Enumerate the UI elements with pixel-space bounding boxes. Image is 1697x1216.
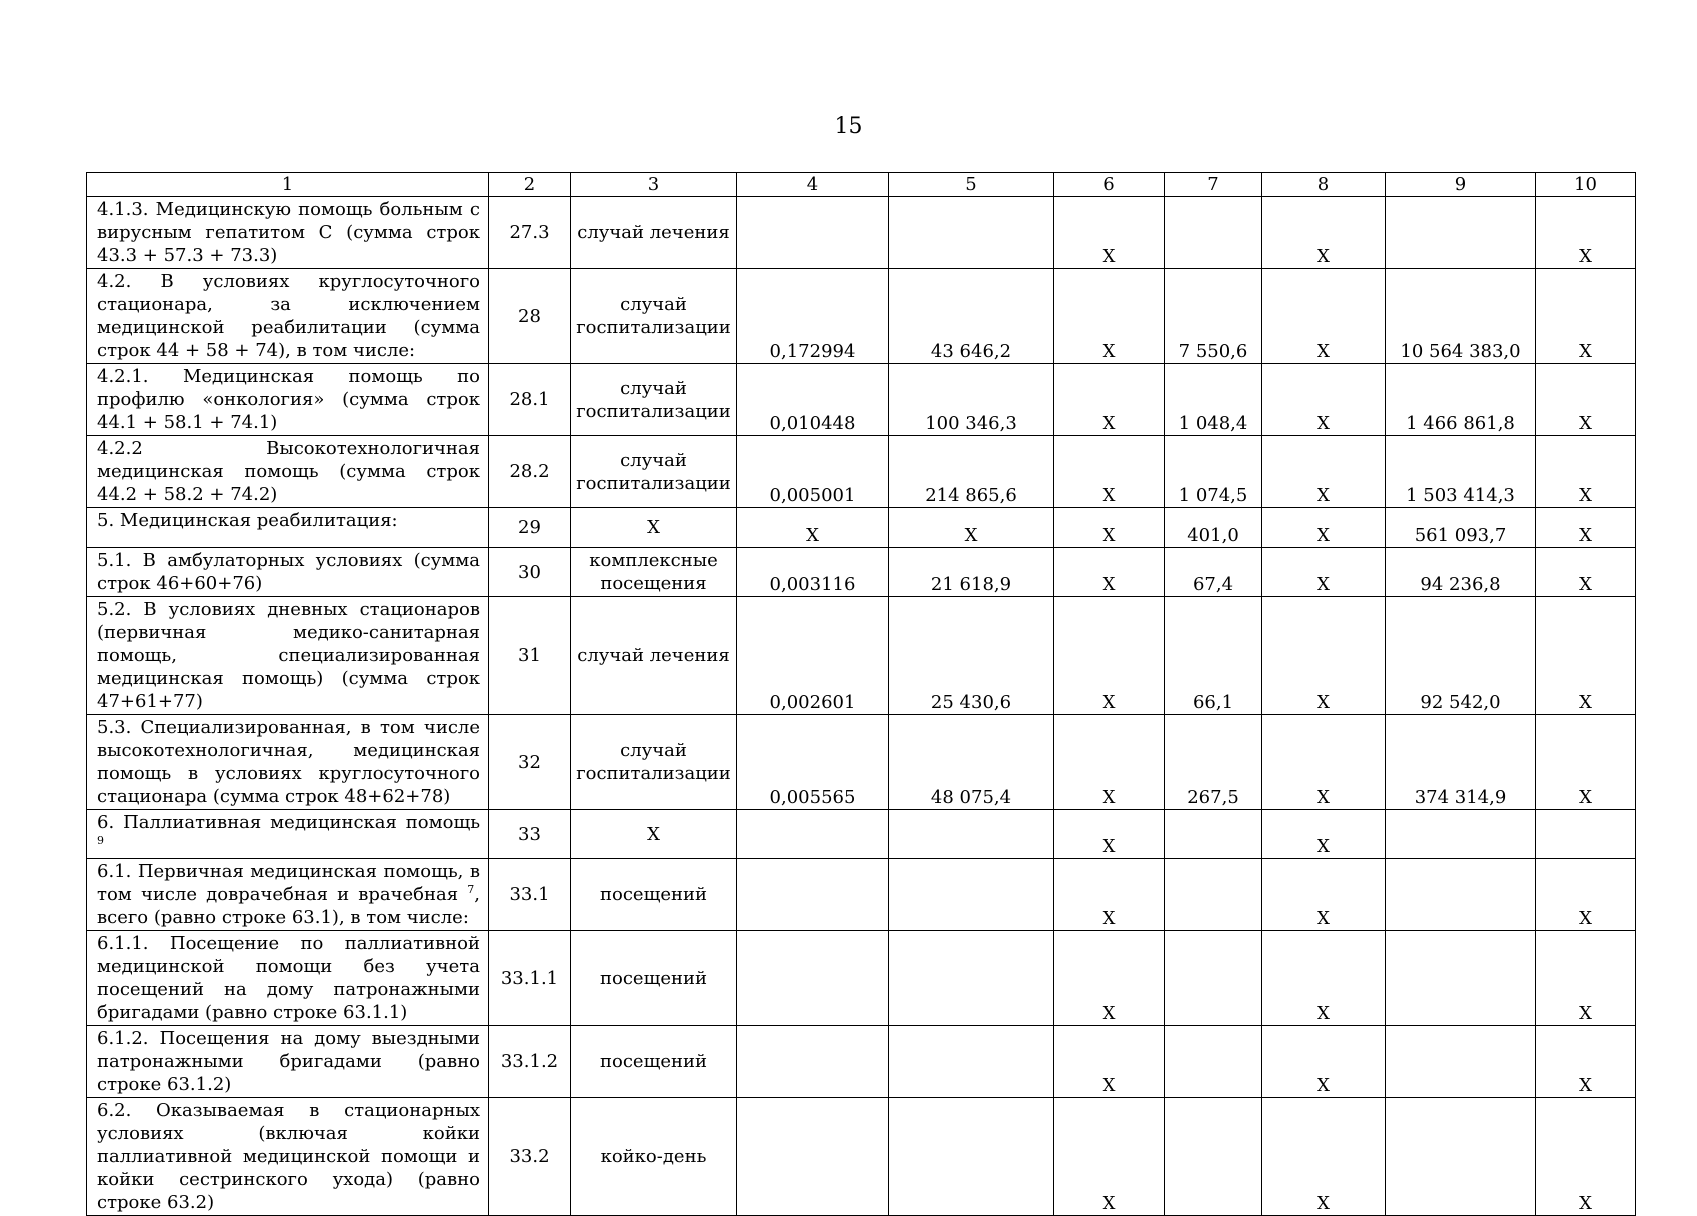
value-cell: Х (1536, 436, 1636, 508)
value-cell: 7 550,6 (1165, 269, 1262, 364)
table-row (87, 810, 1636, 859)
value-cell: Х (1054, 810, 1165, 859)
value-cell: 1 466 861,8 (1386, 364, 1536, 436)
unit-cell: случай госпитализации (571, 715, 737, 810)
value-cell (1386, 197, 1536, 269)
row-description (87, 715, 489, 810)
value-cell: Х (1054, 715, 1165, 810)
value-cell (1386, 1026, 1536, 1098)
row-number: 28 (489, 269, 571, 364)
value-cell: Х (1536, 715, 1636, 810)
column-header: 10 (1536, 173, 1636, 197)
table-row (87, 548, 1636, 597)
table-row (87, 197, 1636, 269)
table-row (87, 364, 1636, 436)
row-description (87, 1026, 489, 1098)
row-description (87, 269, 489, 364)
column-header: 8 (1262, 173, 1386, 197)
row-description-text: 4.2. В условиях круглосуточного стационара, за исключением медицинской реабилитации (сумма строк 44 + 58 + 74), в том числе: (97, 271, 480, 361)
value-cell: Х (1536, 548, 1636, 597)
value-cell: Х (1536, 364, 1636, 436)
value-cell: 67,4 (1165, 548, 1262, 597)
table-header-row (87, 173, 1636, 197)
value-cell: Х (737, 508, 889, 548)
value-cell: Х (1262, 597, 1386, 715)
unit-cell: случай лечения (571, 597, 737, 715)
value-cell: Х (1262, 931, 1386, 1026)
value-cell: 0,172994 (737, 269, 889, 364)
value-cell: 21 618,9 (889, 548, 1054, 597)
value-cell: Х (1054, 548, 1165, 597)
table-row (87, 269, 1636, 364)
value-cell (737, 810, 889, 859)
value-cell: 0,010448 (737, 364, 889, 436)
table-row (87, 859, 1636, 931)
value-cell: Х (889, 508, 1054, 548)
value-cell (889, 931, 1054, 1026)
value-cell (889, 197, 1054, 269)
table-row (87, 1098, 1636, 1216)
row-description-text: 5.1. В амбулаторных условиях (сумма строк 46+60+76) (97, 550, 480, 594)
column-header: 1 (87, 173, 489, 197)
row-description-tail: , всего (равно строке 63.1), в том числе: (97, 884, 480, 928)
row-description (87, 1098, 489, 1216)
value-cell: 25 430,6 (889, 597, 1054, 715)
row-description (87, 810, 489, 859)
row-description-text: 4.2.2 Высокотехнологичная медицинская помощь (сумма строк 44.2 + 58.2 + 74.2) (97, 438, 480, 505)
value-cell (1165, 1026, 1262, 1098)
table-row (87, 1026, 1636, 1098)
column-header: 2 (489, 173, 571, 197)
value-cell: Х (1262, 859, 1386, 931)
row-description (87, 364, 489, 436)
value-cell (1165, 197, 1262, 269)
unit-cell: Х (571, 508, 737, 548)
unit-cell: комплексные посещения (571, 548, 737, 597)
value-cell: 48 075,4 (889, 715, 1054, 810)
row-description-text: 6.1. Первичная медицинская помощь, в том числе доврачебная и врачебная (97, 861, 480, 905)
unit-cell: случай госпитализации (571, 436, 737, 508)
column-header: 6 (1054, 173, 1165, 197)
row-description-text: 6.1.1. Посещение по паллиативной медицинской помощи без учета посещений на дому патронажными бригадами (равно строке 63.1.1) (97, 933, 480, 1023)
value-cell: 214 865,6 (889, 436, 1054, 508)
value-cell (1536, 810, 1636, 859)
row-description-text: 4.2.1. Медицинская помощь по профилю «онкология» (сумма строк 44.1 + 58.1 + 74.1) (97, 366, 480, 433)
value-cell: 92 542,0 (1386, 597, 1536, 715)
value-cell: Х (1054, 197, 1165, 269)
table-row (87, 508, 1636, 548)
value-cell: Х (1262, 197, 1386, 269)
row-description-text: 5. Медицинская реабилитация: (97, 510, 398, 531)
value-cell: 267,5 (1165, 715, 1262, 810)
row-description (87, 597, 489, 715)
table-row (87, 597, 1636, 715)
table-row (87, 715, 1636, 810)
value-cell (1165, 1098, 1262, 1216)
unit-cell: случай госпитализации (571, 269, 737, 364)
row-description-text: 5.2. В условиях дневных стационаров (первичная медико-санитарная помощь, специализированная медицинская помощь) (сумма строк 47+61+77) (97, 599, 480, 712)
row-description (87, 859, 489, 931)
value-cell: Х (1536, 597, 1636, 715)
value-cell: Х (1054, 508, 1165, 548)
value-cell (889, 1026, 1054, 1098)
value-cell: 0,005001 (737, 436, 889, 508)
value-cell (737, 859, 889, 931)
value-cell: Х (1536, 859, 1636, 931)
value-cell: Х (1054, 931, 1165, 1026)
value-cell: Х (1262, 364, 1386, 436)
table-row (87, 931, 1636, 1026)
column-header: 7 (1165, 173, 1262, 197)
value-cell: Х (1054, 1098, 1165, 1216)
value-cell (1386, 1098, 1536, 1216)
value-cell: Х (1054, 1026, 1165, 1098)
value-cell (1386, 810, 1536, 859)
value-cell (1165, 859, 1262, 931)
row-description (87, 548, 489, 597)
value-cell (1386, 859, 1536, 931)
value-cell (737, 931, 889, 1026)
column-header: 5 (889, 173, 1054, 197)
value-cell: Х (1262, 715, 1386, 810)
value-cell: Х (1262, 1098, 1386, 1216)
column-header: 9 (1386, 173, 1536, 197)
table-row (87, 436, 1636, 508)
value-cell: 100 346,3 (889, 364, 1054, 436)
value-cell: 94 236,8 (1386, 548, 1536, 597)
value-cell: Х (1262, 810, 1386, 859)
column-header: 3 (571, 173, 737, 197)
value-cell: Х (1536, 1098, 1636, 1216)
row-number: 33.1.2 (489, 1026, 571, 1098)
value-cell (1165, 931, 1262, 1026)
value-cell: 10 564 383,0 (1386, 269, 1536, 364)
page-number: 15 (834, 114, 863, 139)
value-cell: 0,005565 (737, 715, 889, 810)
value-cell (889, 859, 1054, 931)
value-cell: 1 503 414,3 (1386, 436, 1536, 508)
row-number: 29 (489, 508, 571, 548)
value-cell: Х (1054, 597, 1165, 715)
row-number: 27.3 (489, 197, 571, 269)
value-cell: Х (1054, 859, 1165, 931)
unit-cell: койко-день (571, 1098, 737, 1216)
footnote-ref: 9 (97, 834, 104, 847)
row-number: 33.2 (489, 1098, 571, 1216)
value-cell: Х (1054, 269, 1165, 364)
value-cell (889, 810, 1054, 859)
row-description (87, 197, 489, 269)
value-cell (737, 197, 889, 269)
value-cell (889, 1098, 1054, 1216)
value-cell: Х (1262, 436, 1386, 508)
value-cell (737, 1026, 889, 1098)
data-table (86, 172, 1636, 1216)
value-cell: Х (1536, 1026, 1636, 1098)
row-description (87, 436, 489, 508)
value-cell: 561 093,7 (1386, 508, 1536, 548)
value-cell: 1 074,5 (1165, 436, 1262, 508)
row-description-text: 6. Паллиативная медицинская помощь (97, 812, 480, 833)
unit-cell: посещений (571, 931, 737, 1026)
row-number: 32 (489, 715, 571, 810)
value-cell (737, 1098, 889, 1216)
unit-cell: посещений (571, 1026, 737, 1098)
value-cell: Х (1054, 364, 1165, 436)
row-number: 33 (489, 810, 571, 859)
value-cell: 0,003116 (737, 548, 889, 597)
row-number: 33.1.1 (489, 931, 571, 1026)
value-cell: 374 314,9 (1386, 715, 1536, 810)
value-cell: Х (1536, 269, 1636, 364)
value-cell: 401,0 (1165, 508, 1262, 548)
value-cell: Х (1536, 197, 1636, 269)
unit-cell: посещений (571, 859, 737, 931)
row-description-text: 5.3. Специализированная, в том числе высокотехнологичная, медицинская помощь в условиях круглосуточного стационара (сумма строк 48+62+78) (97, 717, 480, 807)
value-cell (1165, 810, 1262, 859)
unit-cell: Х (571, 810, 737, 859)
unit-cell: случай лечения (571, 197, 737, 269)
row-description-text: 6.2. Оказываемая в стационарных условиях (включая койки паллиативной медицинской помощи и койки сестринского ухода) (равно строке 63.2) (97, 1100, 480, 1213)
value-cell: 0,002601 (737, 597, 889, 715)
value-cell: 66,1 (1165, 597, 1262, 715)
row-number: 31 (489, 597, 571, 715)
row-number: 28.2 (489, 436, 571, 508)
value-cell (1386, 931, 1536, 1026)
value-cell: Х (1262, 269, 1386, 364)
value-cell: Х (1262, 1026, 1386, 1098)
row-description (87, 508, 489, 548)
row-number: 33.1 (489, 859, 571, 931)
value-cell: Х (1262, 508, 1386, 548)
unit-cell: случай госпитализации (571, 364, 737, 436)
row-description-text: 6.1.2. Посещения на дому выездными патронажными бригадами (равно строке 63.1.2) (97, 1028, 480, 1095)
row-number: 28.1 (489, 364, 571, 436)
value-cell: 1 048,4 (1165, 364, 1262, 436)
row-number: 30 (489, 548, 571, 597)
row-description-text: 4.1.3. Медицинскую помощь больным с вирусным гепатитом С (сумма строк 43.3 + 57.3 + 73.3) (97, 199, 480, 266)
row-description (87, 931, 489, 1026)
value-cell: Х (1536, 508, 1636, 548)
value-cell: 43 646,2 (889, 269, 1054, 364)
value-cell: Х (1054, 436, 1165, 508)
column-header: 4 (737, 173, 889, 197)
value-cell: Х (1536, 931, 1636, 1026)
footnote-ref: 7 (467, 883, 475, 896)
value-cell: Х (1262, 548, 1386, 597)
